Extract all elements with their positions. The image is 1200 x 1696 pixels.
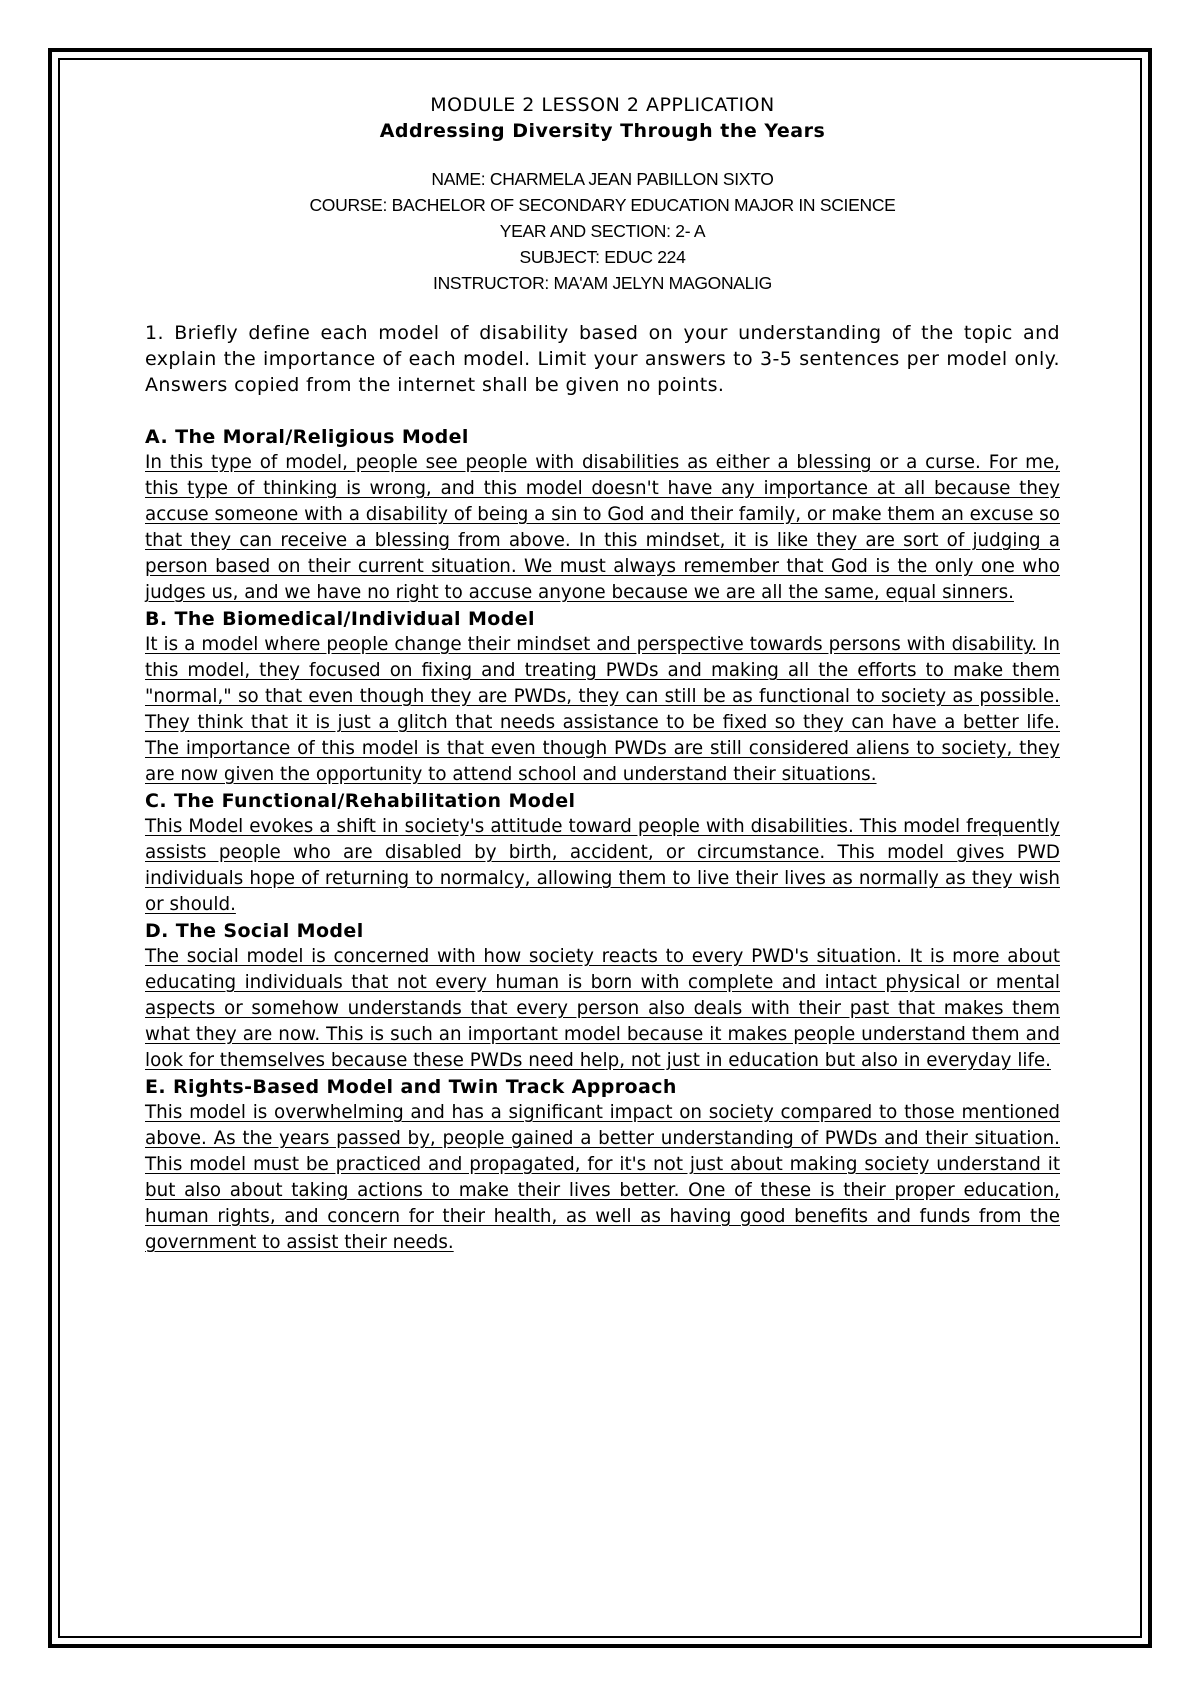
section-moral-religious [145, 424, 1060, 606]
document-header [145, 92, 1060, 296]
subject-line: SUBJECT: EDUC 224 [519, 247, 686, 267]
section-body: This model is overwhelming and has a significant impact on society compared to those mentioned above. As the years passed by, people gained a better understanding of PWDs and their situation. This model must be practiced and propagated, for it's not just about making society understand it but also about taking actions to make their lives better. One of these is their proper education, human rights, and concern for their health, as well as having good benefits and funds from the government to assist their needs. [145, 1102, 1060, 1253]
student-info [145, 166, 1060, 296]
section-body: It is a model where people change their mindset and perspective towards persons with disability. In this model, they focused on fixing and treating PWDs and making all the efforts to make them "normal," so that even though they are PWDs, they can still be as functional to society as possible. They think that it is just a glitch that needs assistance to be fixed so they can have a better life. The importance of this model is that even though PWDs are still considered aliens to society, they are now given the opportunity to attend school and understand their situations. [145, 634, 1060, 785]
student-name: NAME: CHARMELA JEAN PABILLON SIXTO [431, 169, 774, 189]
section-body: In this type of model, people see people with disabilities as either a blessing or a curse. For me, this type of thinking is wrong, and this model doesn't have any importance at all because they accuse someone with a disability of being a sin to God and their family, or make them an excuse so that they can receive a blessing from above. In this mindset, it is like they are sort of judging a person based on their current situation. We must always remember that God is the only one who judges us, and we have no right to accuse anyone because we are all the same, equal sinners. [145, 452, 1060, 603]
answer-sections [145, 424, 1060, 1256]
section-biomedical-individual [145, 606, 1060, 788]
section-social [145, 918, 1060, 1074]
section-heading: B. The Biomedical/Individual Model [145, 608, 535, 630]
section-heading: D. The Social Model [145, 920, 364, 942]
document-subtitle: Addressing Diversity Through the Years [379, 120, 826, 142]
document-content [145, 92, 1060, 1256]
section-heading: A. The Moral/Religious Model [145, 426, 469, 448]
course-line: COURSE: BACHELOR OF SECONDARY EDUCATION MAJOR IN SCIENCE [309, 195, 896, 215]
section-heading: E. Rights-Based Model and Twin Track Approach [145, 1076, 677, 1098]
year-section-line: YEAR AND SECTION: 2- A [499, 221, 706, 241]
instructor-line: INSTRUCTOR: MA'AM JELYN MAGONALIG [433, 273, 772, 293]
section-body: This Model evokes a shift in society's attitude toward people with disabilities. This model frequently assists people who are disabled by birth, accident, or circumstance. This model gives PWD individuals hope of returning to normalcy, allowing them to live their lives as normally as they wish or should. [145, 816, 1060, 915]
document-title: MODULE 2 LESSON 2 APPLICATION [430, 94, 775, 116]
section-rights-based [145, 1074, 1060, 1256]
section-functional-rehabilitation [145, 788, 1060, 918]
section-heading: C. The Functional/Rehabilitation Model [145, 790, 576, 812]
question-prompt: 1. Briefly define each model of disability based on your understanding of the topic and explain the importance of each model. Limit your answers to 3-5 sentences per model only. Answers copied from the internet shall be given no points. [145, 322, 1060, 396]
section-body: The social model is concerned with how society reacts to every PWD's situation. It is more about educating individuals that not every human is born with complete and intact physical or mental aspects or somehow understands that every person also deals with their past that makes them what they are now. This is such an important model because it makes people understand them and look for themselves because these PWDs need help, not just in education but also in everyday life. [145, 946, 1060, 1071]
